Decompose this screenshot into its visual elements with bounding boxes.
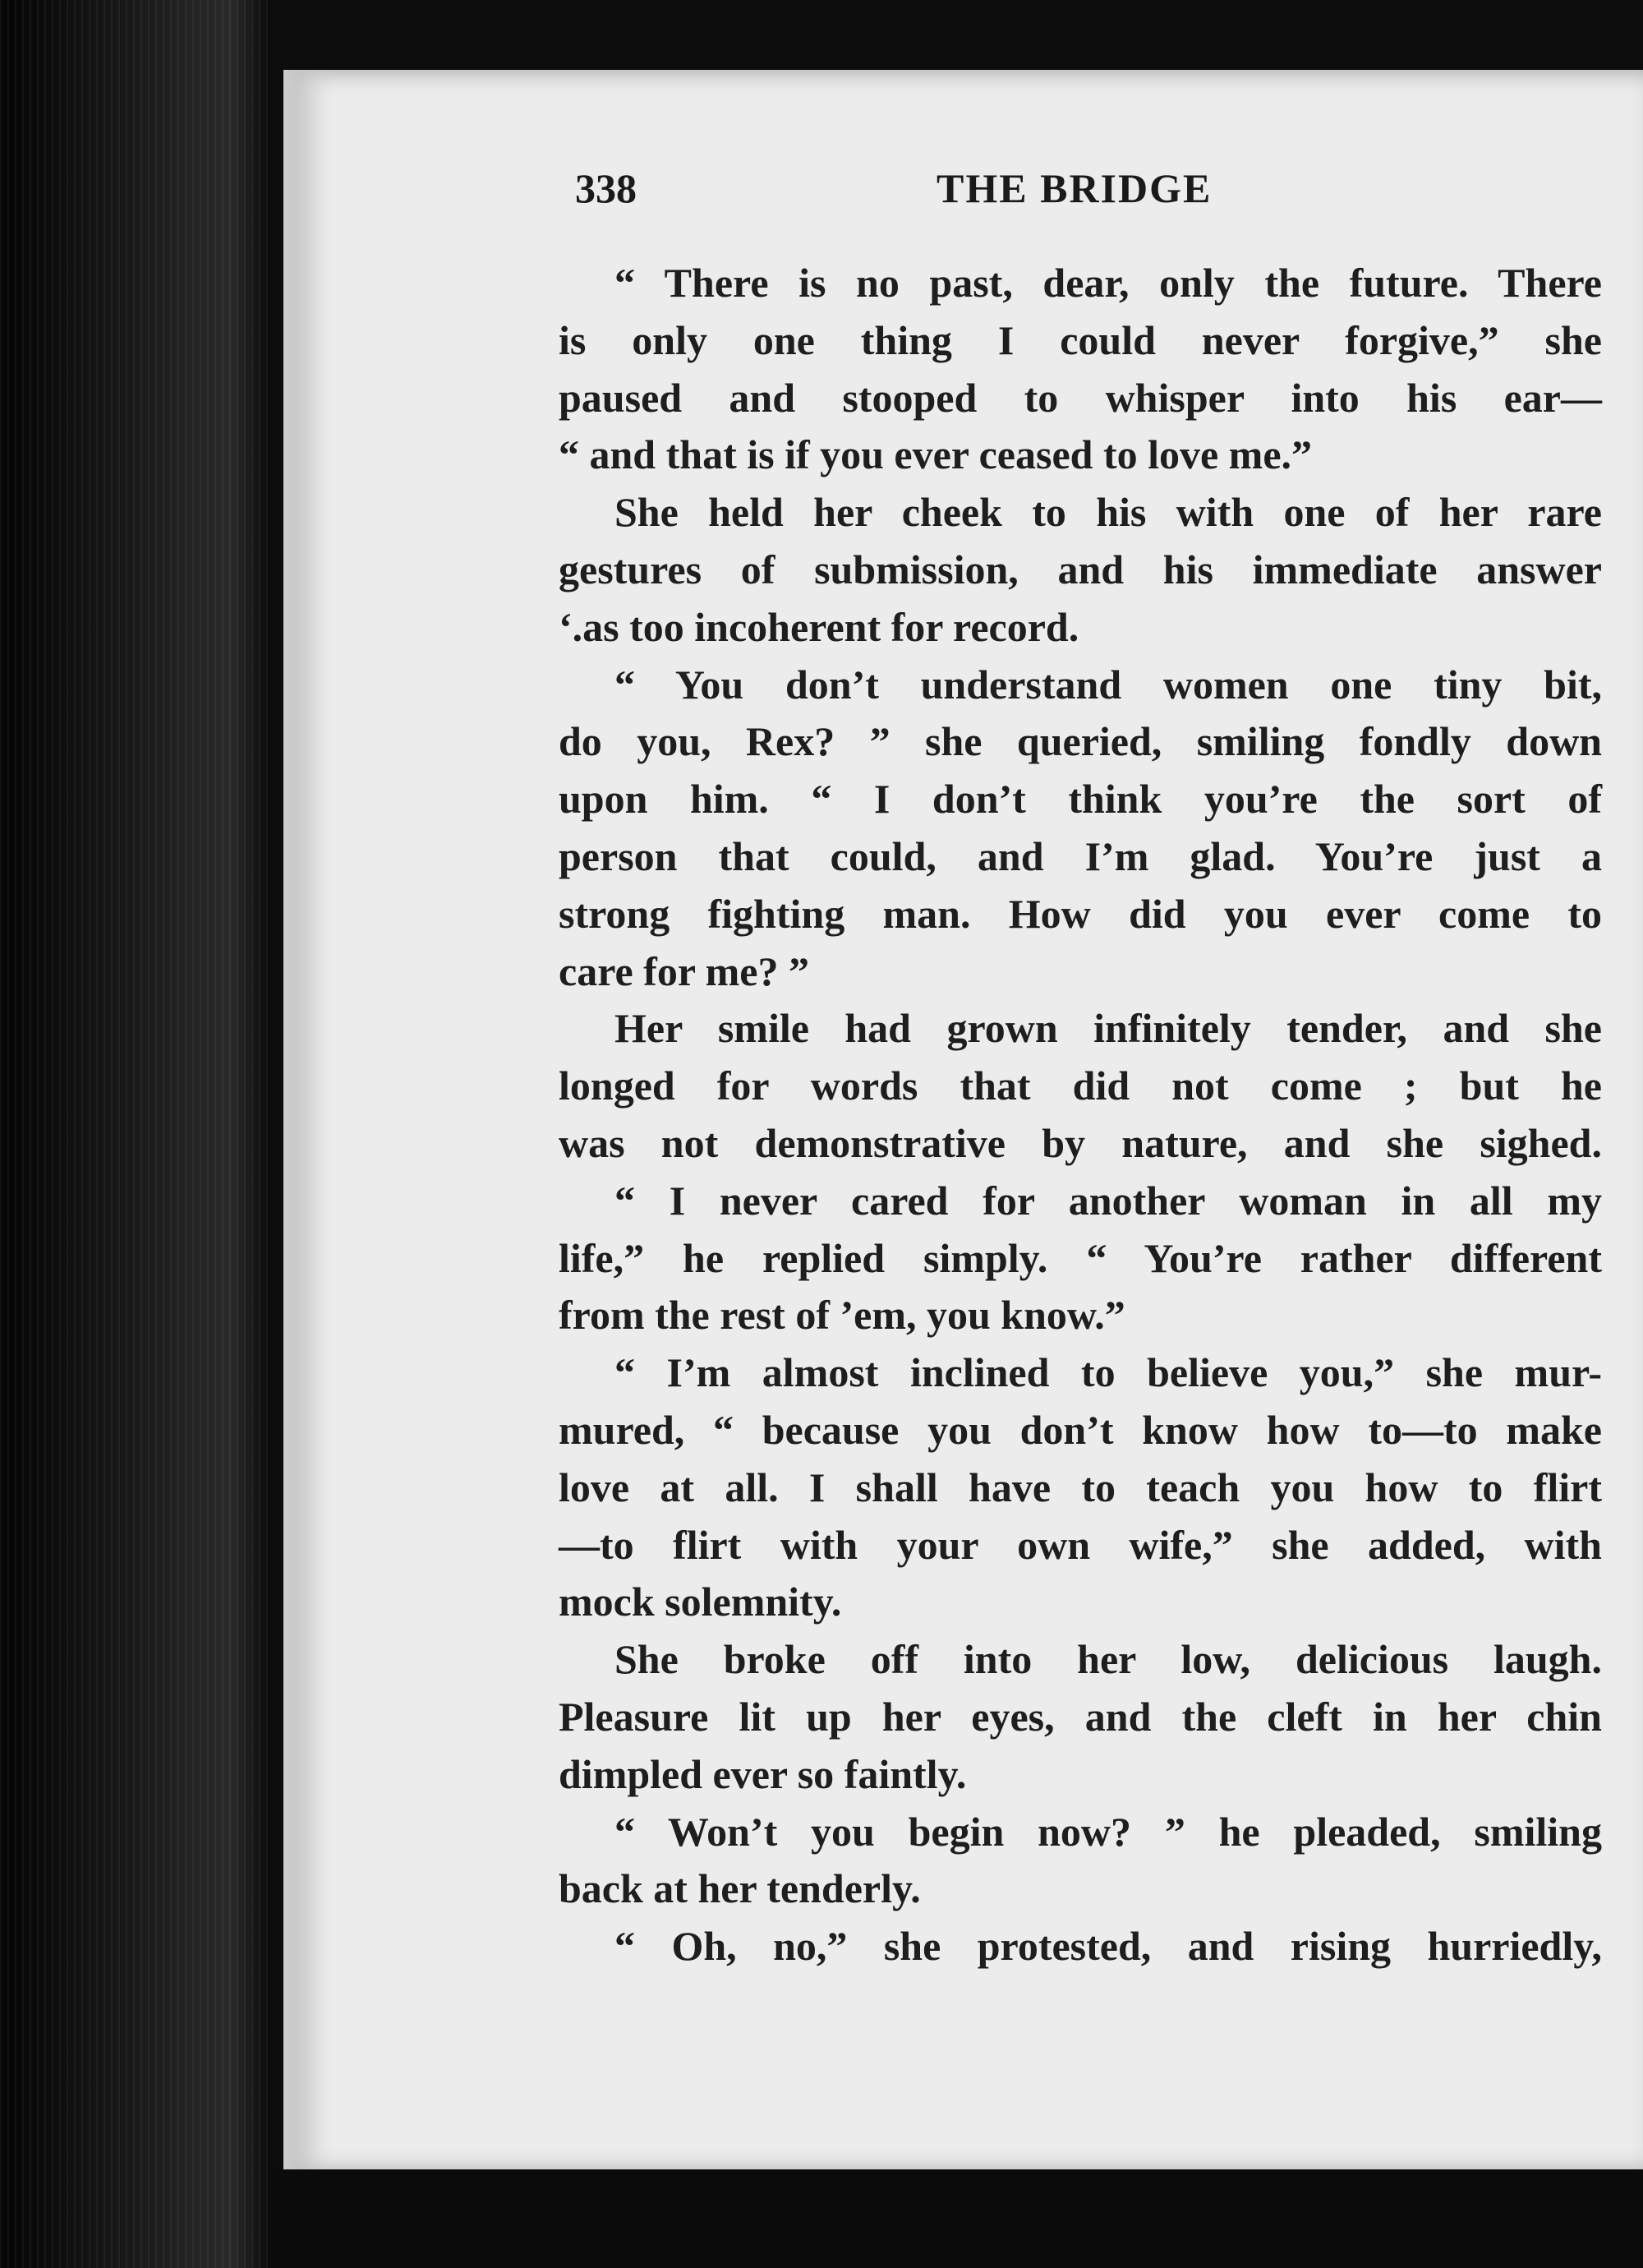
text-line: “ There is no past, dear, only the future. There [614,260,1602,306]
text-line: do you, Rex? ” she queried, smiling fondly down [559,718,1602,765]
text-line: Her smile had grown infinitely tender, and she [614,1005,1602,1052]
running-title: THE BRIDGE [937,165,1213,211]
text-line: dimpled ever so faintly. [559,1750,967,1797]
text-line: “ and that is if you ever ceased to love me.” [559,431,1313,478]
text-line: care for me? ” [559,947,809,994]
text-line: upon him. “ I don’t think you’re the sort of [559,776,1602,823]
text-line: Pleasure lit up her eyes, and the cleft in her chin [559,1693,1602,1740]
text-line: “ You don’t understand women one tiny bit, [614,661,1602,708]
text-line: from the rest of ’em, you know.” [559,1292,1125,1339]
text-line: ‘.as too incoherent for record. [559,603,1079,650]
text-line: “ I’m almost inclined to believe you,” she mur- [614,1349,1602,1396]
text-line: strong fighting man. How did you ever come to [559,890,1602,937]
text-line: was not demonstrative by nature, and she sighed. [559,1119,1602,1166]
book-spine-shadow [0,0,271,2268]
text-line: gestures of submission, and his immediate answer [559,546,1602,592]
body-text [559,255,1602,1975]
page-gutter-shading [283,70,333,2174]
text-line: “ Won’t you begin now? ” he pleaded, smiling [614,1808,1602,1855]
text-line: mured, “ because you don’t know how to—to make [559,1406,1602,1453]
text-line: She held her cheek to his with one of her rare [614,489,1602,536]
text-line: is only one thing I could never forgive,” she [559,316,1602,363]
running-header [575,164,1594,222]
text-line: life,” he replied simply. “ You’re rather different [559,1234,1602,1281]
text-line: longed for words that did not come ; but he [559,1063,1602,1109]
page-number: 338 [575,165,637,211]
text-line: paused and stooped to whisper into his ear— [559,374,1602,421]
bottom-shadow [271,2169,1643,2268]
text-line: love at all. I shall have to teach you how to flirt [559,1464,1602,1510]
text-line: —to flirt with your own wife,” she added, with [559,1521,1602,1568]
text-line: person that could, and I’m glad. You’re just a [559,832,1602,879]
text-line: “ I never cared for another woman in all my [614,1177,1602,1224]
text-line: back at her tenderly. [559,1865,921,1912]
text-line: “ Oh, no,” she protested, and rising hurriedly, [614,1923,1602,1970]
text-line: She broke off into her low, delicious laugh. [614,1636,1602,1683]
text-line: mock solemnity. [559,1579,842,1625]
